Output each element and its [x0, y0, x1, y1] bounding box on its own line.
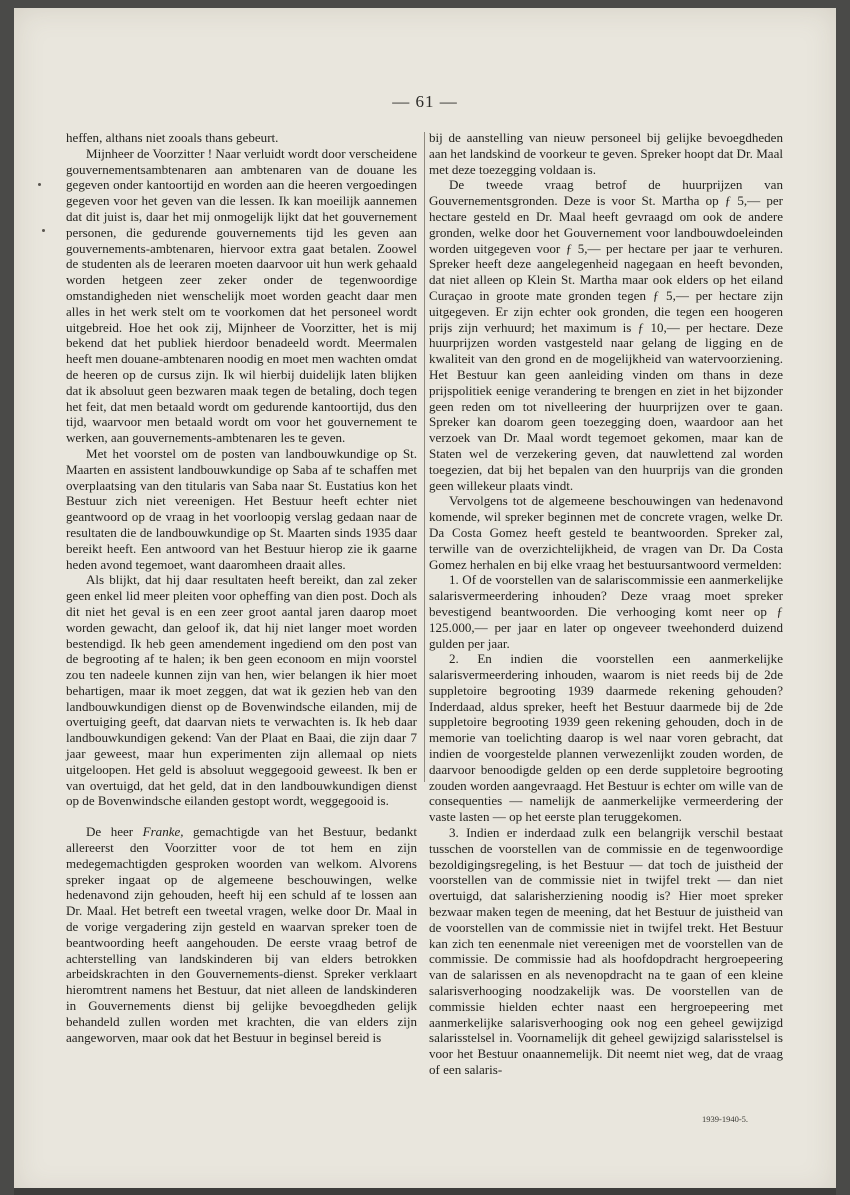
paragraph: bij de aanstelling van nieuw personeel bij gelijke bevoegdheden aan het landskind de voorkeur te geven. Spreker hoopt dat Dr. Maal met deze toezegging voldaan is. [429, 130, 783, 177]
page-number: — 61 — [392, 92, 458, 111]
paragraph: heffen, althans niet zooals thans gebeurt. [66, 130, 279, 145]
left-column [66, 130, 417, 1045]
paragraph-franke [66, 824, 417, 1045]
paragraph-text: gemachtigde van het Bestuur, bedankt allereerst den Voorzitter voor de tot hem en zijn medegemachtigden gesproken woorden van welkom. Alvorens spreker ingaat op de algemeene beschouwingen, welke hedenavond zijn gehouden, heeft hij een schuld af te lossen aan Dr. Maal. Het betreft een tweetal vragen, welke door Dr. Maal in de vorige vergadering zijn gesteld en waarvan spreker toen de beantwoording heeft aangehouden. De eerste vraag betrof de achterstelling van landskinderen bij van elders betrokken arbeidskrachten in den Gouvernements-dienst. Spreker verklaart hieromtrent namens het Bestuur, dat niet alleen de landskinderen in Gouvernements dienst bij gelijke bevoegdheden gelijk behandeld zullen worden met krachten, die van elders zijn aangeworven, maar ook dat het Bestuur in beginsel bereid is [66, 824, 418, 1045]
right-column [429, 130, 783, 1078]
paragraph-lead: De heer [86, 824, 143, 840]
margin-mark [38, 183, 41, 186]
paragraph: Mijnheer de Voorzitter ! Naar verluidt wordt door verscheidene gouvernementsambtenaren aan ambtenaren van de douane les gegeven onder kantoortijd en worden aan die heeren vergoedingen gegeven voor het geven van die lessen. Ik kan moeilijk aannemen dat dit juist is, daar het mij onmogelijk lijkt dat het gouvernement personen, die gedurende gouvernements tijd les geven aan gouvernements-ambtenaren, hiervoor extra gaat betalen. Zoowel de studenten als de leeraren moeten daarvoor uit hun werk gehaald worden hetgeen zeer zeker onder de tegenwoordige omstandigheden niet wenschelijk moet worden geacht daar men alles in het werk stelt om te voorkomen dat het personeel wordt uitgebreid. Hoe het ook zij, Mijnheer de Voorzitter, het is mij bekend dat het publiek hierdoor benadeeld wordt. Meermalen heeft men douane-ambtenaren noodig en moet men wachten omdat de heeren op de cursus zijn. Ik wil hierbij duidelijk laten blijken dat ik absoluut geen bezwaren maak tegen de betaling, doch tegen het feit, dat men betaald wordt om gedurende kantoortijd, dus den tijd, waarvoor men betaald wordt om voor het gouvernement te werken, aan gouvernements-ambtenaren les te geven. [66, 145, 417, 446]
paragraph: De tweede vraag betrof de huurprijzen van Gouvernementsgronden. Deze is voor St. Martha op ƒ 5,— per hectare gesteld en Dr. Maal heeft gevraagd om ook de andere gronden, welke door het Gouvernement voor landbouwdoeleinden worden uitgegeven voor ƒ 5,— per hectare per jaar te verhuren. Spreker heeft deze aangelegenheid nagegaan en heeft bevonden, dat niet alleen op Klein St. Martha maar ook elders op het eiland Curaçao in groote mate gronden tegen ƒ 5,— per hectare zijn uitgegeven. Er zijn echter ook gronden, die tegen een hoogeren prijs zijn verhuurd; het maximum is ƒ 10,— per hectare. Deze huurprijzen worden vastgesteld naar gelang de ligging en de kwaliteit van den grond en de mogelijkheid van watervoorziening. Het Bestuur kan geen aanleiding vinden om thans in deze prijspolitiek eenige verandering te brengen en ziet in het bijzonder geen reden om tot nivelleering der huurprijzen over te gaan. Spreker kan doarom geen toezegging doen, waardoor aan het verzoek van Dr. Maal wordt tegemoet gekomen, maar kan de Staten wel de verzekering geven, dat nauwlettend zal worden toegezien, dat bij het bepalen van den huurprijs van die gronden geen willekeur plaats vindt. [429, 177, 783, 493]
paragraph: Met het voorstel om de posten van landbouwkundige op St. Maarten en assistent landbouwkundige op Saba af te schaffen met overplaatsing van den titularis van Saba naar St. Eustatius kon het Bestuur zich niet vereenigen. Het Bestuur heeft echter niet geantwoord op de vraag in het voorloopig verslag gedaan naar de resultaten die de landbouwkundige op St. Maarten sinds 1935 daar bereikt heeft. Een antwoord van het Bestuur hierop zie ik gaarne heden avond tegemoet, want daaromheen draait alles. [66, 445, 417, 572]
column-divider [424, 132, 425, 782]
page-bottom-edge [14, 1188, 836, 1195]
paragraph: Vervolgens tot de algemeene beschouwingen van hedenavond komende, wil spreker beginnen met de concrete vragen, welke Dr. Da Costa Gomez heeft gesteld te beantwoorden. Spreker zal, terwille van de overzichtelijkheid, de vragen van Dr. Da Costa Gomez herhalen en bij elke vraag het bestuursantwoord vermelden: [429, 493, 783, 572]
paragraph: Als blijkt, dat hij daar resultaten heeft bereikt, dan zal zeker geen enkel lid meer pleiten voor opheffing van dien post. Doch als dit niet het geval is en een zeer groot aantal jaren daarop moet worden gewacht, dan geloof ik, dat hij niet langer moet worden bestendigd. Ik heb geen amendement ingediend om den post van de begrooting af te halen; ik ben geen econoom en mijn voorstel zou ten nadeele kunnen zijn van hen, wier belangen ik hier moet behartigen, maar ik moet zeggen, dat wat ik gezien heb van den landbouwkundigen dienst op de Bovenwindsche eilanden, mij de overtuiging geeft, dat daarvan niets te verwachten is. Ik heb daar landbouwkundigen gekend: Van der Plaat en Baai, die zijn daar 7 jaar geweest, maar hun experimenten zijn allemaal op niets uitgeloopen. Het geld is absoluut weggegooid geweest. Ik ben er van overtuigd, dat het geld, dat in den landbouwkundigen dienst op de Bovenwindsche eilanden gestopt wordt, weggegooid is. [66, 572, 417, 809]
paragraph: 2. En indien die voorstellen een aanmerkelijke salarisvermeerdering inhouden, waarom is niet reeds bij de 2de suppletoire begrooting 1939 daarmede rekening gehouden? Inderdaad, aldus spreker, heeft het Bestuur daarmede bij de 2de suppletoire begrooting 1939 geen rekening gehouden, doch in de memorie van toelichting daarop is wel naar voren gebracht, dat indien de voorgestelde plannen verwezenlijkt zouden worden, de daarvoor benoodigde gelden op een derde suppletoire begrooting zouden worden aangevraagd. Het Bestuur is echter om wille van de consequenties — namelijk de aanmerkelijke vermeerdering der vaste lasten — op het eerste plan teruggekomen. [429, 651, 783, 825]
footer-code: 1939-1940-5. [702, 1114, 749, 1124]
paragraph: 1. Of de voorstellen van de salariscommissie een aanmerkelijke salarisvermeerdering inhouden? Deze vraag moet spreker bevestigend beantwoorden. Die verhooging komt neer op ƒ 125.000,— per jaar en later op ongeveer tweehonderd duizend gulden per jaar. [429, 572, 783, 651]
speaker-name: Franke, [142, 824, 184, 840]
margin-mark [42, 229, 45, 232]
paragraph: 3. Indien er inderdaad zulk een belangrijk verschil bestaat tusschen de voorstellen van de commissie en de tegenwoordige bezoldigingsregeling, is het Bestuur — dat toch de juistheid der voorstellen van de commissie niet in twijfel trekt — dan niet overtuigd, dat salarisherziening noodig is? Hier moet spreker bezwaar maken tegen de meening, dat het Bestuur de juistheid van de voorstellen van de commissie niet in twijfel trekt. Het Bestuur kan zich ten eenenmale niet vereenigen met de voorstellen van de commissie. De commissie had als hoofdopdracht hergroepeering van de salarissen en als nevenopdracht na te gaan of een kleine salarisverhooging noodzakelijk was. De voorstellen van de commissie hielden echter naast een hergroepeering met aanmerkelijke salarisverhooging ook nog een geheel gewijzigd salarisstelsel in. Voornamelijk dit geheel gewijzigd salarisstelsel is voor het Bestuur onaannemelijk. Dit neemt niet weg, dat de vraag of een salaris- [429, 825, 783, 1078]
